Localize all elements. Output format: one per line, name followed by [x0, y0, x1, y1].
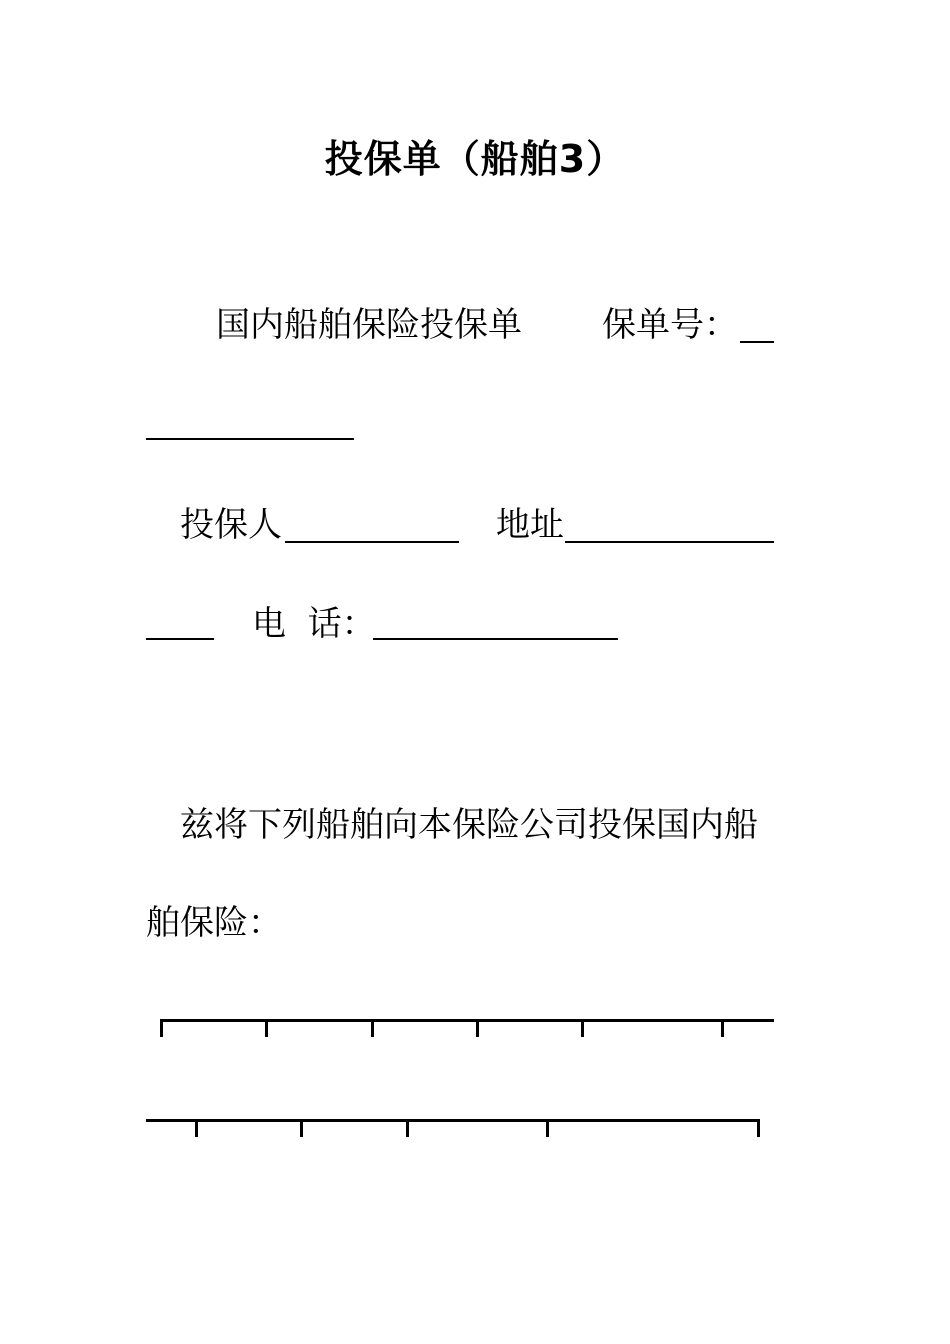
statement-line-1: 兹将下列船舶向本保险公司投保国内船 — [180, 805, 758, 845]
policy-number-label: 保单号： — [602, 305, 738, 345]
phone-blank — [373, 638, 618, 640]
policy-number-blank — [740, 341, 774, 343]
address-label: 地址 — [496, 505, 564, 545]
form-name: 国内船舶保险投保单 — [216, 305, 522, 345]
statement-line-2: 舶保险： — [146, 903, 282, 943]
policy-number-blank-continued — [146, 438, 354, 440]
applicant-blank — [285, 541, 459, 543]
applicant-label: 投保人 — [180, 505, 282, 545]
address-blank — [565, 541, 774, 543]
phone-label: 电 话： — [252, 604, 376, 644]
page-title: 投保单（船舶3） — [324, 137, 626, 181]
address-blank-continued — [146, 638, 214, 640]
